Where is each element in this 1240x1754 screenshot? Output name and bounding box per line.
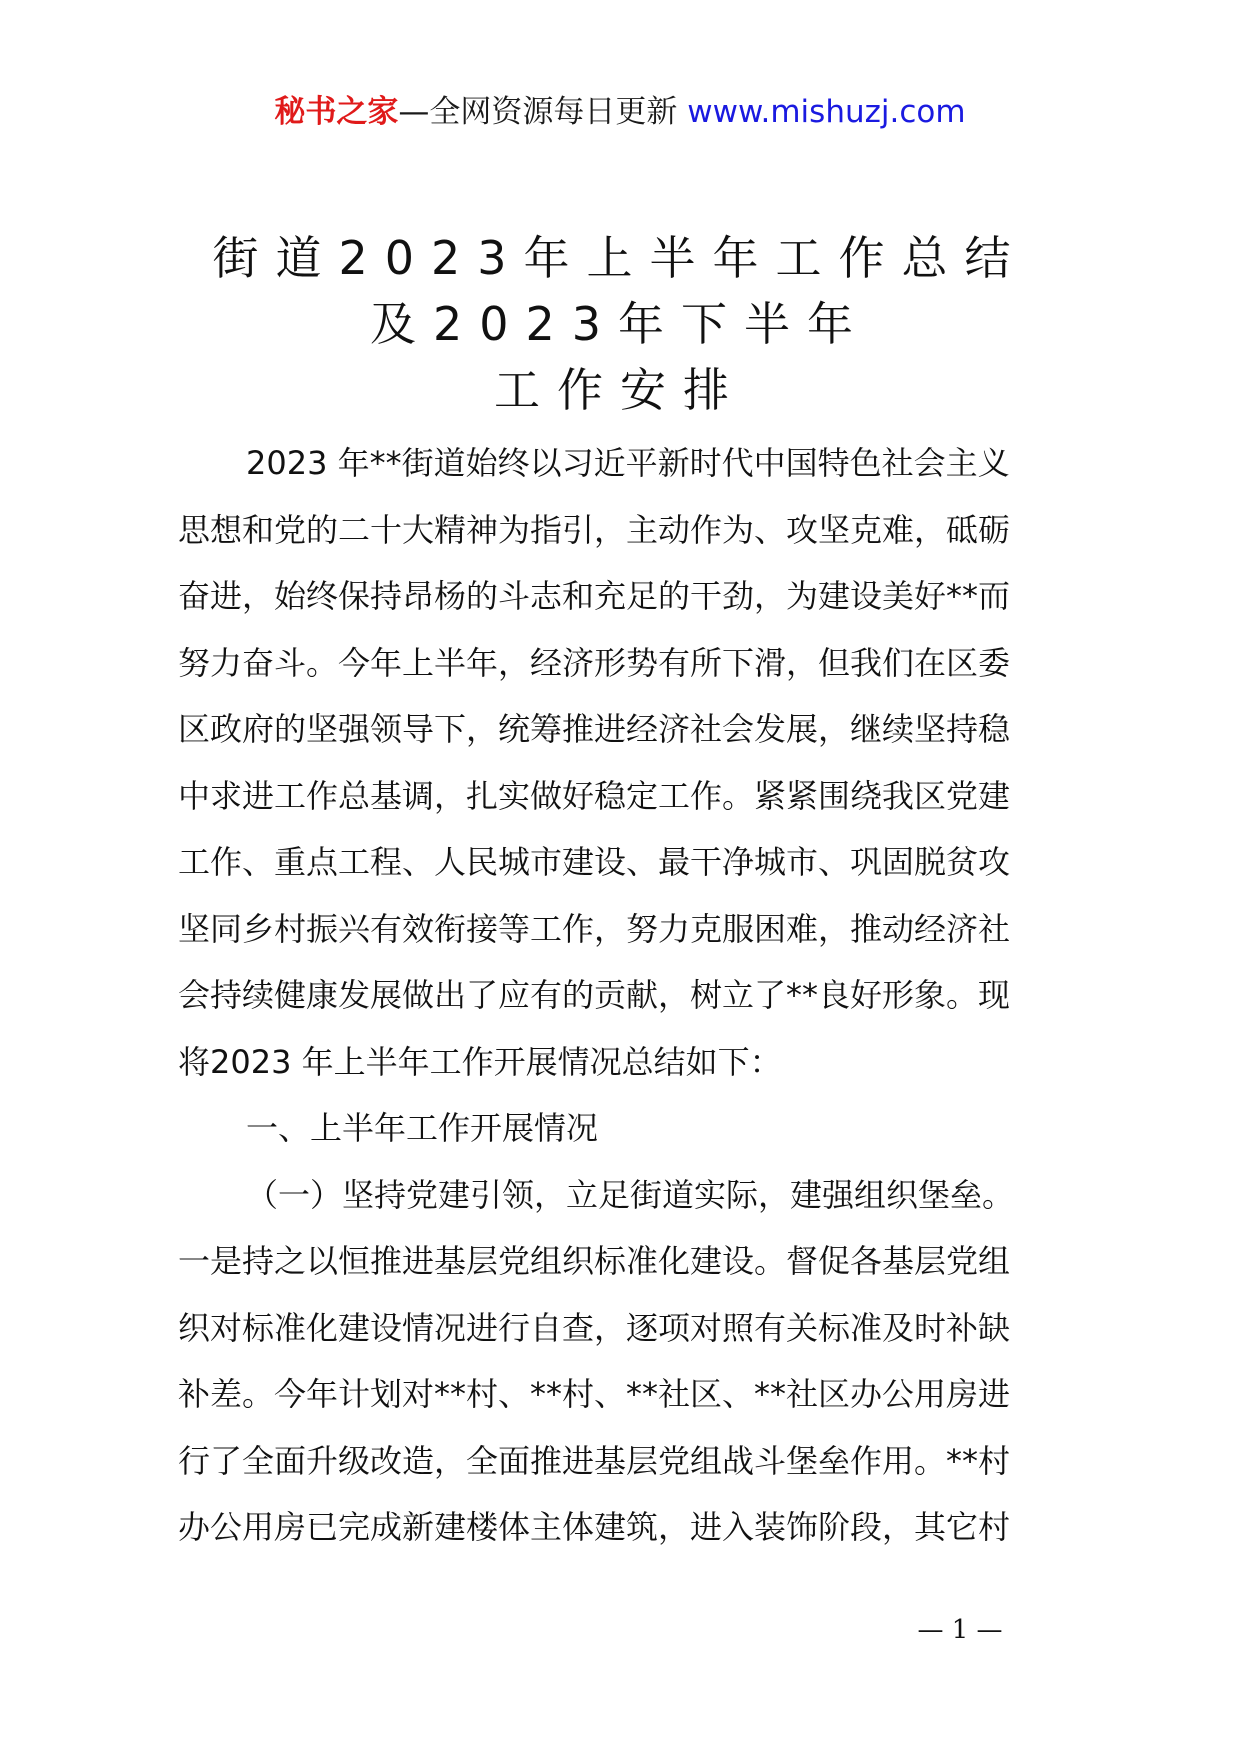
body-line: 织对标准化建设情况进行自查，逐项对照有关标准及时补缺 <box>178 1308 1011 1347</box>
section-heading <box>178 1095 1078 1162</box>
body-line: 2023 年**街道始终以习近平新时代中国特色社会主义 <box>246 444 1010 482</box>
body-line: 一是持之以恒推进基层党组织标准化建设。督促各基层党组 <box>178 1242 1011 1280</box>
body-line: 区政府的坚强领导下，统筹推进经济社会发展，继续坚持稳 <box>178 710 1011 748</box>
body-line: 会持续健康发展做出了应有的贡献，树立了**良好形象。现 <box>178 976 1011 1014</box>
body-line: 努力奋斗。今年上半年，经济形势有所下滑，但我们在区委 <box>178 643 1011 682</box>
section-heading-text: 一、上半年工作开展情况 <box>246 1109 599 1147</box>
subsection-paragraph <box>178 1162 1078 1561</box>
title-line-3: 工作安排 <box>494 363 746 417</box>
body-line: 中求进工作总基调，扎实做好稳定工作。紧紧围绕我区党建 <box>178 776 1011 815</box>
body-line: （一）坚持党建引领，立足街道实际，建强组织堡垒。 <box>246 1175 1015 1214</box>
body-line: 奋进，始终保持昂杨的斗志和充足的干劲，为建设美好**而 <box>178 577 1011 615</box>
document-body <box>178 430 1078 1561</box>
body-line: 行了全面升级改造，全面推进基层党组战斗堡垒作用。**村 <box>178 1441 1011 1480</box>
body-line: 将2023 年上半年工作开展情况总结如下： <box>178 1042 782 1081</box>
body-line: 工作、重点工程、人民城市建设、最干净城市、巩固脱贫攻 <box>178 843 1011 881</box>
body-line: 办公用房已完成新建楼体主体建筑，进入装饰阶段，其它村 <box>178 1508 1011 1546</box>
body-line: 思想和党的二十大精神为指引，主动作为、攻坚克难，砥砺 <box>178 510 1011 549</box>
body-line: 补差。今年计划对**村、**村、**社区、**社区办公用房进 <box>178 1375 1011 1413</box>
header-tagline: —全网资源每日更新 <box>398 94 678 130</box>
title-line-1: 街道2023年上半年工作总结 <box>212 231 1028 285</box>
intro-paragraph <box>178 430 1078 1095</box>
brand-name: 秘书之家 <box>274 94 399 130</box>
title-line-2: 及2023年下半年 <box>369 297 871 351</box>
body-line: 坚同乡村振兴有效衔接等工作，努力克服困难，推动经济社 <box>178 909 1011 948</box>
site-header <box>0 92 1240 132</box>
document-title <box>0 225 1240 423</box>
page-number: — 1 — <box>917 1615 1003 1645</box>
site-url[interactable]: www.mishuzj.com <box>687 94 966 130</box>
